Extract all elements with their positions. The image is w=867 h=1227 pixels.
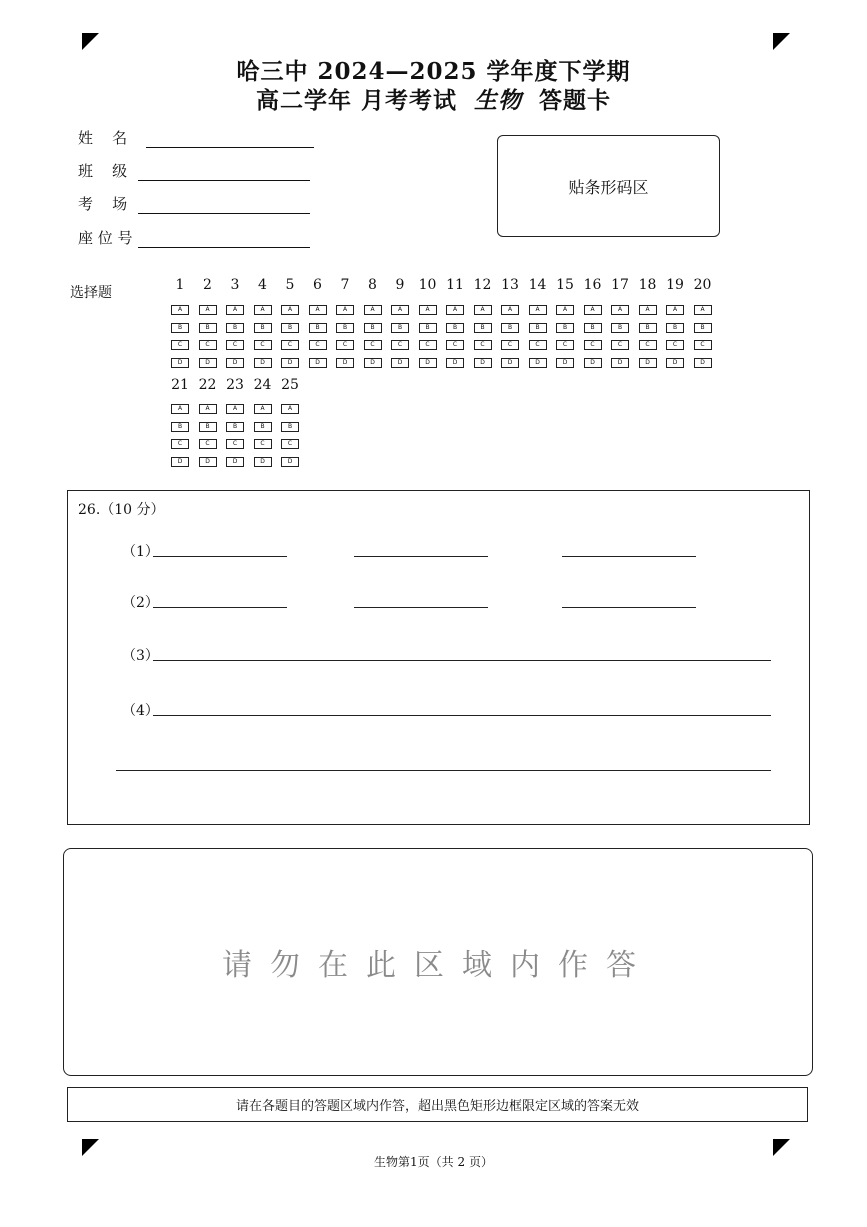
question-number-13: 13: [501, 277, 519, 293]
bubble-q12-b[interactable]: B: [474, 323, 492, 333]
question-number-9: 9: [395, 277, 405, 293]
bubble-q20-d[interactable]: D: [694, 358, 712, 368]
bubble-q17-a[interactable]: A: [611, 305, 629, 315]
bubble-q1-a[interactable]: A: [171, 305, 189, 315]
bubble-q19-c[interactable]: C: [666, 340, 684, 350]
question-number-20: 20: [693, 277, 712, 293]
question-number-17: 17: [611, 277, 629, 293]
bubble-q10-a[interactable]: A: [419, 305, 437, 315]
info-label-name: 姓 名: [78, 129, 128, 147]
bubble-q20-b[interactable]: B: [694, 323, 712, 333]
title-subject: 生物: [474, 87, 522, 114]
bubble-q19-d[interactable]: D: [666, 358, 684, 368]
info-label-room: 考 场: [78, 195, 128, 213]
bubble-q10-d[interactable]: D: [419, 358, 437, 368]
bubble-q25-b[interactable]: B: [281, 422, 299, 432]
bubble-q4-a[interactable]: A: [254, 305, 272, 315]
question-number-6: 6: [313, 277, 322, 293]
bubble-q7-b[interactable]: B: [336, 323, 354, 333]
q26-part-1-blank-b[interactable]: [354, 556, 488, 557]
question-number-5: 5: [285, 277, 295, 293]
bubble-q22-b[interactable]: B: [199, 422, 217, 432]
bubble-q8-d[interactable]: D: [364, 358, 382, 368]
bubble-q6-d[interactable]: D: [309, 358, 327, 368]
page-footer: 生物第1页（共 2 页）: [374, 1155, 493, 1169]
bubble-q21-c[interactable]: C: [171, 439, 189, 449]
bubble-q9-d[interactable]: D: [391, 358, 409, 368]
bubble-q11-a[interactable]: A: [446, 305, 464, 315]
bubble-q2-a[interactable]: A: [199, 305, 217, 315]
bubble-q15-a[interactable]: A: [556, 305, 574, 315]
bubble-q23-a[interactable]: A: [226, 404, 244, 414]
bubble-q25-a[interactable]: A: [281, 404, 299, 414]
bubble-q5-a[interactable]: A: [281, 305, 299, 315]
bubble-q1-d[interactable]: D: [171, 358, 189, 368]
q26-part-2-label: （2）: [122, 595, 159, 611]
bubble-q4-c[interactable]: C: [254, 340, 272, 350]
bubble-q13-d[interactable]: D: [501, 358, 519, 368]
bubble-q2-d[interactable]: D: [199, 358, 217, 368]
q26-part-4-label: （4）: [122, 703, 159, 719]
bubble-q16-c[interactable]: C: [584, 340, 602, 350]
bubble-q13-a[interactable]: A: [501, 305, 519, 315]
bubble-q15-b[interactable]: B: [556, 323, 574, 333]
bubble-q24-c[interactable]: C: [254, 439, 272, 449]
bubble-q22-c[interactable]: C: [199, 439, 217, 449]
title-school-term: 哈三中 2024—2025 学年度下学期: [236, 58, 631, 85]
bubble-q2-b[interactable]: B: [199, 323, 217, 333]
notice-text: 请在各题目的答题区域内作答，超出黑色矩形边框限定区域的答案无效: [235, 1099, 639, 1114]
no-answer-text: 请勿在此区域内作答: [222, 948, 654, 983]
question-number-8: 8: [368, 277, 377, 293]
question-number-7: 7: [340, 277, 350, 293]
q26-part-3-blank[interactable]: [153, 660, 771, 661]
bubble-q5-d[interactable]: D: [281, 358, 299, 368]
question-number-25: 25: [281, 377, 299, 393]
info-label-class: 班 级: [78, 162, 128, 180]
bubble-q7-d[interactable]: D: [336, 358, 354, 368]
q26-part-2-blank-c[interactable]: [562, 607, 696, 608]
question-number-19: 19: [666, 277, 684, 293]
bubble-q5-b[interactable]: B: [281, 323, 299, 333]
question-number-10: 10: [418, 277, 437, 293]
bubble-q13-b[interactable]: B: [501, 323, 519, 333]
bubble-q9-c[interactable]: C: [391, 340, 409, 350]
bubble-q12-d[interactable]: D: [474, 358, 492, 368]
bubble-q8-a[interactable]: A: [364, 305, 382, 315]
bubble-q17-d[interactable]: D: [611, 358, 629, 368]
bubble-q16-b[interactable]: B: [584, 323, 602, 333]
bubble-q19-a[interactable]: A: [666, 305, 684, 315]
bubble-q21-a[interactable]: A: [171, 404, 189, 414]
q26-part-3-label: （3）: [122, 648, 159, 664]
title-exam-name: 高二学年 月考考试: [255, 87, 457, 114]
q26-part-1-blank-c[interactable]: [562, 556, 696, 557]
q26-part-4-blank[interactable]: [153, 715, 771, 716]
bubble-q18-c[interactable]: C: [639, 340, 657, 350]
bubble-q19-b[interactable]: B: [666, 323, 684, 333]
bubble-q7-a[interactable]: A: [336, 305, 354, 315]
question-26-box: [67, 490, 810, 825]
bubble-q1-b[interactable]: B: [171, 323, 189, 333]
q26-part-1-blank-a[interactable]: [153, 556, 287, 557]
bubble-q1-c[interactable]: C: [171, 340, 189, 350]
bubble-q10-b[interactable]: B: [419, 323, 437, 333]
bubble-q6-c[interactable]: C: [309, 340, 327, 350]
bubble-q25-c[interactable]: C: [281, 439, 299, 449]
title-card-type: 答题卡: [539, 87, 612, 114]
bubble-q14-d[interactable]: D: [529, 358, 547, 368]
question-number-3: 3: [230, 277, 240, 293]
question-number-16: 16: [583, 277, 602, 293]
bubble-q4-d[interactable]: D: [254, 358, 272, 368]
bubble-q11-d[interactable]: D: [446, 358, 464, 368]
bubble-q5-c[interactable]: C: [281, 340, 299, 350]
bubble-q3-a[interactable]: A: [226, 305, 244, 315]
bubble-q23-b[interactable]: B: [226, 422, 244, 432]
bubble-q6-b[interactable]: B: [309, 323, 327, 333]
question-number-15: 15: [556, 277, 574, 293]
bubble-q14-a[interactable]: A: [529, 305, 547, 315]
bubble-q3-d[interactable]: D: [226, 358, 244, 368]
question-number-14: 14: [528, 277, 547, 293]
bubble-q12-a[interactable]: A: [474, 305, 492, 315]
bubble-q14-b[interactable]: B: [529, 323, 547, 333]
barcode-label: 贴条形码区: [568, 177, 649, 197]
question-number-11: 11: [446, 277, 464, 293]
bubble-q23-c[interactable]: C: [226, 439, 244, 449]
bubble-q3-c[interactable]: C: [226, 340, 244, 350]
bubble-q23-d[interactable]: D: [226, 457, 244, 467]
multiple-choice-label: 选择题: [70, 285, 112, 301]
answer-area-notice: [67, 1087, 808, 1122]
question-number-12: 12: [473, 277, 492, 293]
bubble-q18-d[interactable]: D: [639, 358, 657, 368]
bubble-q13-c[interactable]: C: [501, 340, 519, 350]
question-number-18: 18: [638, 277, 657, 293]
question-number-23: 23: [226, 377, 244, 393]
bubble-q16-a[interactable]: A: [584, 305, 602, 315]
bubble-q22-d[interactable]: D: [199, 457, 217, 467]
bubble-q8-c[interactable]: C: [364, 340, 382, 350]
bubble-q14-c[interactable]: C: [529, 340, 547, 350]
question-number-21: 21: [171, 377, 189, 393]
bubble-q12-c[interactable]: C: [474, 340, 492, 350]
bubble-q25-d[interactable]: D: [281, 457, 299, 467]
q26-part-2-blank-a[interactable]: [153, 607, 287, 608]
no-answer-zone: [63, 848, 813, 1076]
bubble-q2-c[interactable]: C: [199, 340, 217, 350]
bubble-q7-c[interactable]: C: [336, 340, 354, 350]
bubble-q17-b[interactable]: B: [611, 323, 629, 333]
question-number-22: 22: [198, 377, 217, 393]
bubble-q24-b[interactable]: B: [254, 422, 272, 432]
q26-part-2-blank-b[interactable]: [354, 607, 488, 608]
bubble-q10-c[interactable]: C: [419, 340, 437, 350]
question-number-1: 1: [175, 277, 185, 293]
bubble-q8-b[interactable]: B: [364, 323, 382, 333]
question-number-24: 24: [253, 377, 272, 393]
bubble-q18-b[interactable]: B: [639, 323, 657, 333]
bubble-q24-d[interactable]: D: [254, 457, 272, 467]
multiple-choice-grid: [0, 0, 867, 480]
q26-part-1-label: （1）: [122, 544, 159, 560]
bubble-q11-c[interactable]: C: [446, 340, 464, 350]
bubble-q4-b[interactable]: B: [254, 323, 272, 333]
question-26-title: 26.（10 分）: [78, 502, 165, 518]
q26-part-4-blank-continued[interactable]: [116, 770, 771, 771]
info-label-seat: 座 位 号: [78, 229, 133, 247]
bubble-q21-b[interactable]: B: [171, 422, 189, 432]
bubble-q20-a[interactable]: A: [694, 305, 712, 315]
question-number-4: 4: [258, 277, 267, 293]
bubble-q11-b[interactable]: B: [446, 323, 464, 333]
bubble-q9-a[interactable]: A: [391, 305, 409, 315]
bubble-q24-a[interactable]: A: [254, 404, 272, 414]
bubble-q18-a[interactable]: A: [639, 305, 657, 315]
bubble-q16-d[interactable]: D: [584, 358, 602, 368]
bubble-q6-a[interactable]: A: [309, 305, 327, 315]
bubble-q17-c[interactable]: C: [611, 340, 629, 350]
bubble-q15-d[interactable]: D: [556, 358, 574, 368]
bubble-q21-d[interactable]: D: [171, 457, 189, 467]
question-number-2: 2: [203, 277, 212, 293]
bubble-q3-b[interactable]: B: [226, 323, 244, 333]
bubble-q20-c[interactable]: C: [694, 340, 712, 350]
bubble-q15-c[interactable]: C: [556, 340, 574, 350]
bubble-q9-b[interactable]: B: [391, 323, 409, 333]
bubble-q22-a[interactable]: A: [199, 404, 217, 414]
